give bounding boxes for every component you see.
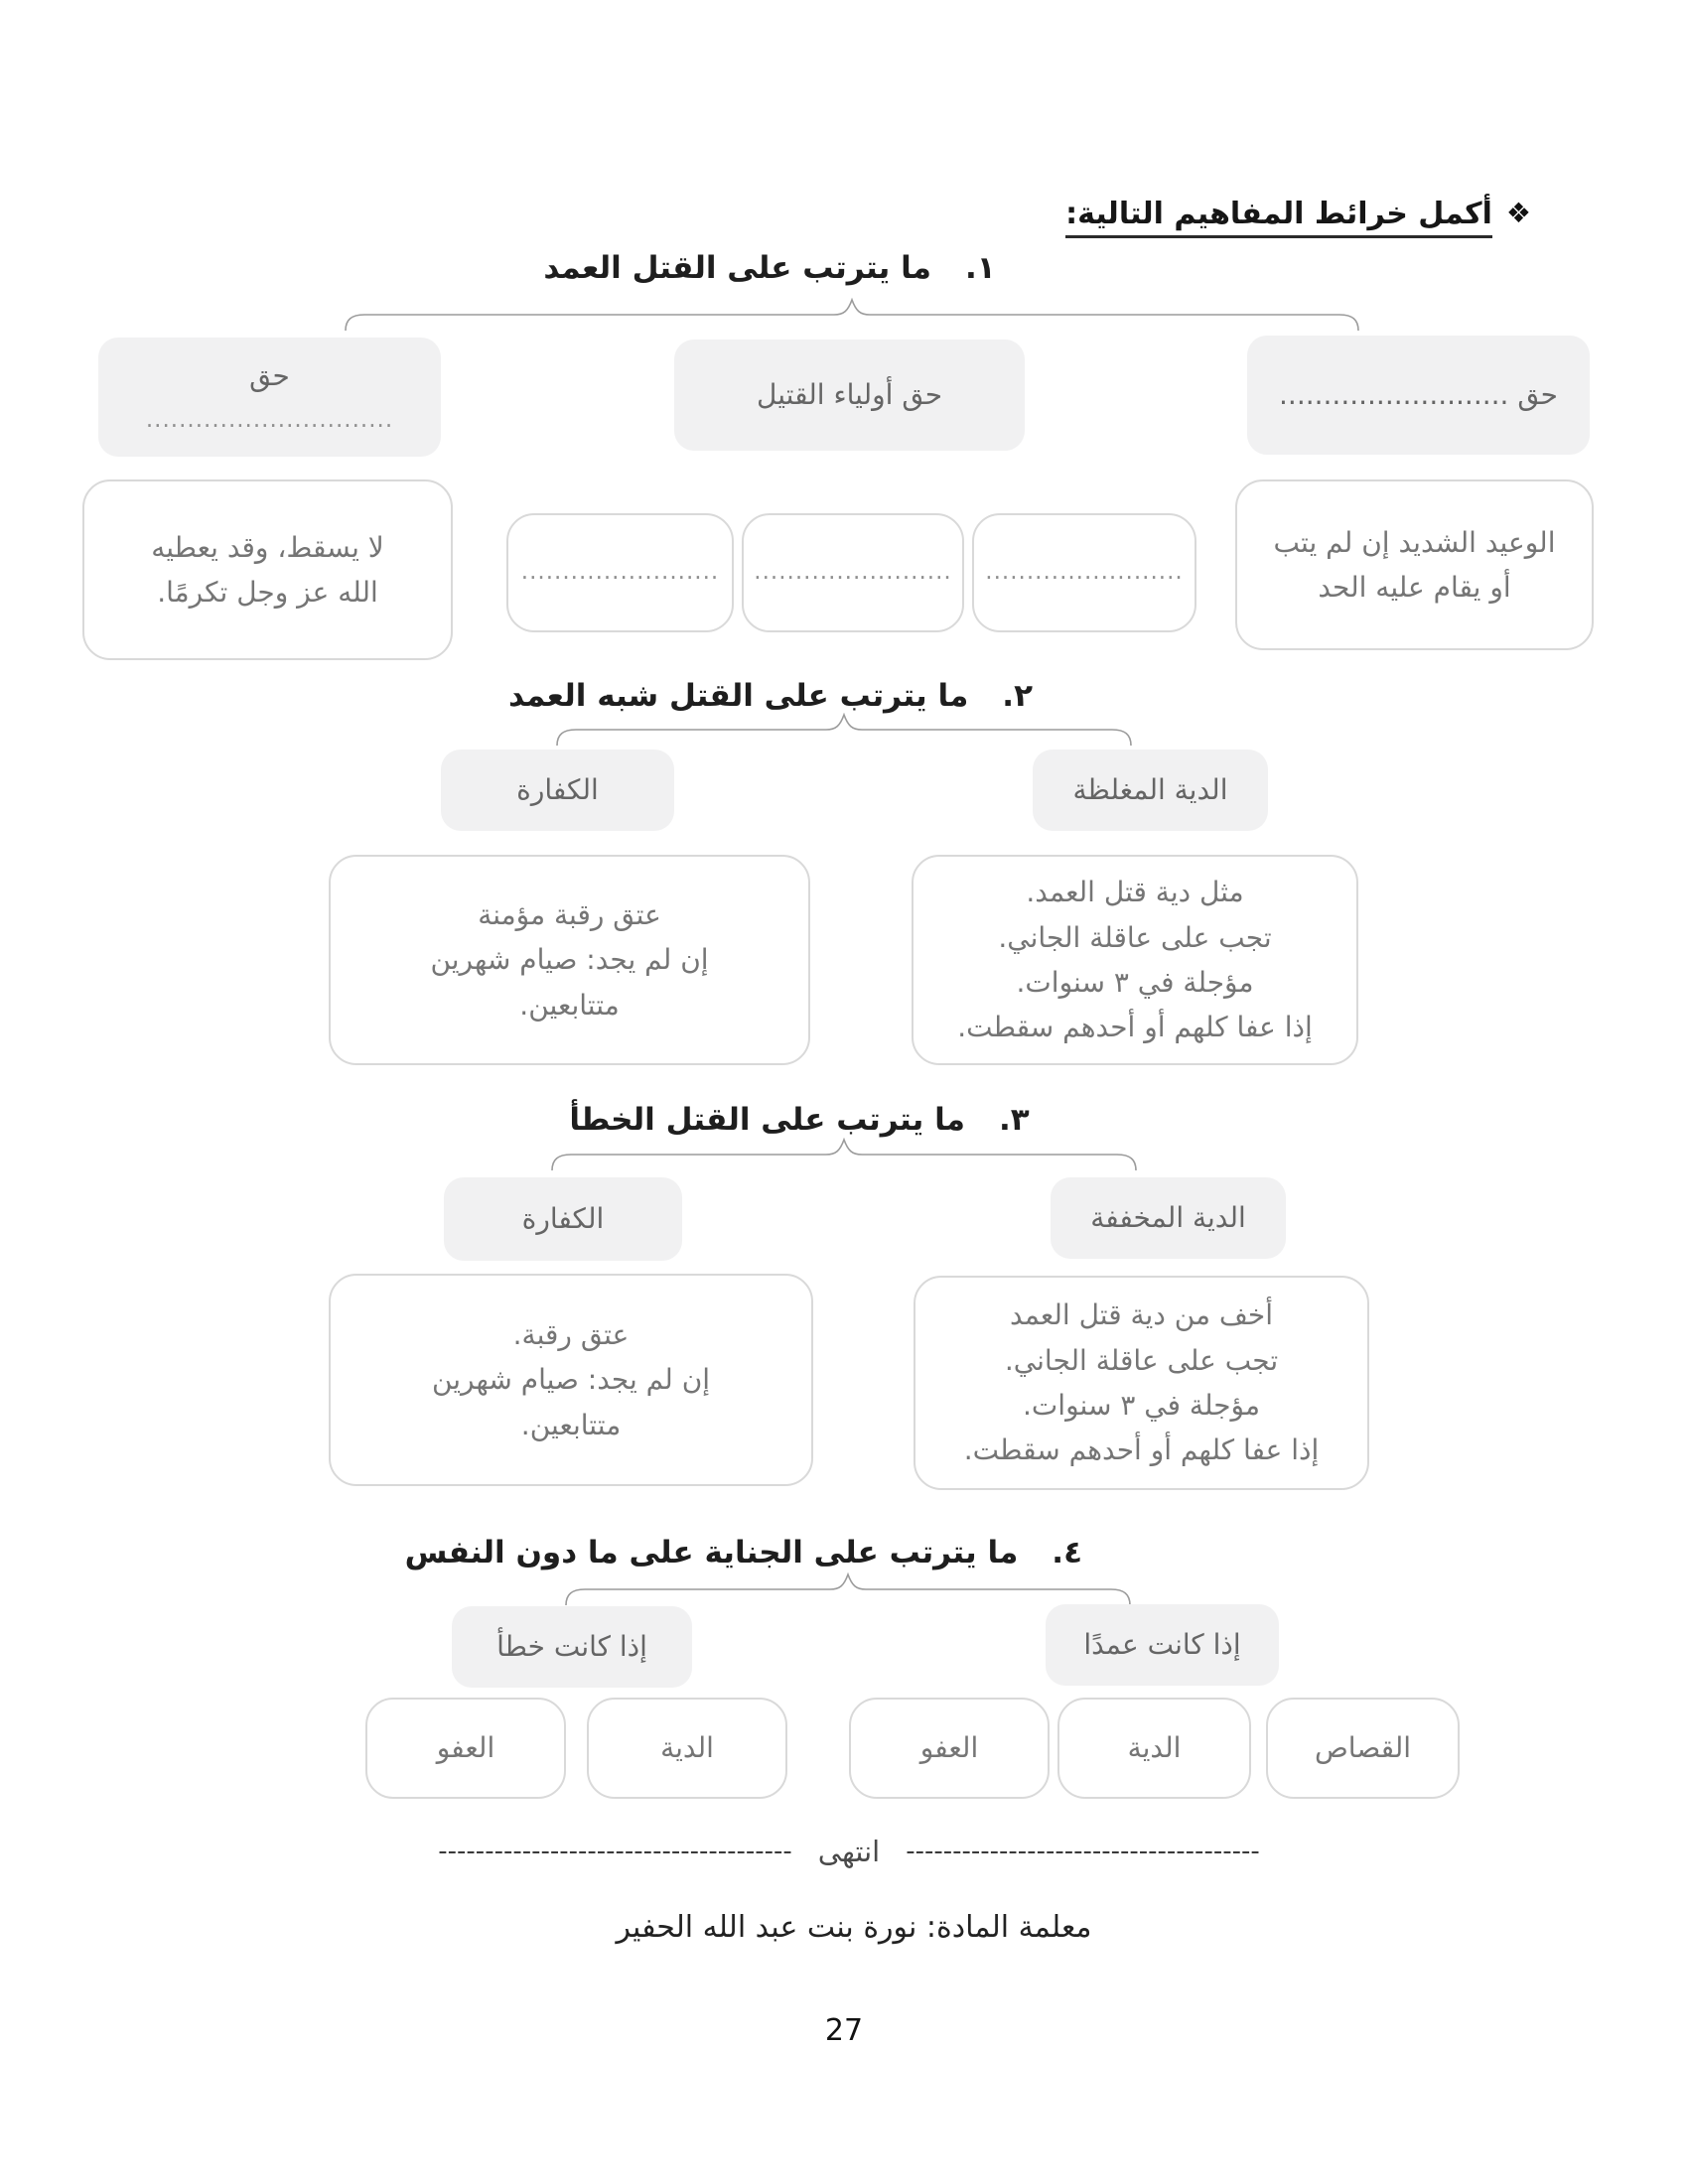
chip-label: حق xyxy=(249,358,290,392)
end-divider xyxy=(397,1835,1301,1868)
map1-chip-haq-blank xyxy=(98,338,441,457)
card-line: أو يقام عليه الحد xyxy=(1318,571,1511,604)
blank-dotted-line: .............................. xyxy=(145,407,394,434)
card-line: تجب على عاقلة الجاني. xyxy=(1004,1343,1279,1377)
map4-number: ٤. xyxy=(1052,1535,1082,1570)
map1-title xyxy=(521,250,1018,287)
card-line: عتق رقبة. xyxy=(512,1317,630,1351)
end-label: انتهى xyxy=(817,1835,881,1868)
card-line: متتابعين. xyxy=(519,988,620,1022)
blank-dotted-line: ........................ xyxy=(985,559,1184,586)
card-line: متتابعين. xyxy=(520,1408,622,1441)
card-line: تجب على عاقلة الجاني. xyxy=(998,920,1272,954)
card-line: أخف من دية قتل العمد xyxy=(1010,1298,1274,1332)
map3-card-diya xyxy=(914,1276,1369,1490)
map4-outcome-diya-amd xyxy=(1057,1698,1251,1799)
chip-label: حق أولياء القتيل xyxy=(756,377,943,411)
map1-blank-card-2 xyxy=(742,513,964,632)
card-line: لا يسقط، وقد يعطيه xyxy=(151,530,384,564)
map3-chip-kaffara xyxy=(444,1177,682,1261)
chip-label: حق .......................... xyxy=(1279,377,1558,411)
header xyxy=(1065,197,1531,238)
map1-chip-haq-right-blank xyxy=(1247,336,1590,455)
page-number: 27 xyxy=(824,2013,864,2048)
card-line: إن لم يجد: صيام شهرين xyxy=(430,943,709,977)
map1-number: ١. xyxy=(964,250,996,286)
divider-dashes: -------------------------------------- xyxy=(438,1837,792,1866)
map4-outcome-qisas xyxy=(1266,1698,1460,1799)
map2-title xyxy=(507,678,1033,715)
map4-outcome-diya-khata xyxy=(587,1698,787,1799)
map1-blank-card-3 xyxy=(972,513,1196,632)
card-line: القصاص xyxy=(1314,1731,1412,1765)
card-line: مؤجلة في ٣ سنوات. xyxy=(1023,1389,1260,1422)
card-line: الله عز وجل تكرمًا. xyxy=(157,576,378,609)
map3-title xyxy=(551,1102,1048,1139)
curly-brace-icon xyxy=(565,1572,1131,1608)
map4-outcome-afw-amd xyxy=(849,1698,1050,1799)
divider-dashes: -------------------------------------- xyxy=(906,1837,1260,1866)
map4-title-text: ما يترتب على الجناية على ما دون النفس xyxy=(404,1535,1019,1570)
curly-brace-icon xyxy=(551,1138,1137,1173)
blank-dotted-line: ........................ xyxy=(754,559,952,586)
card-line: الدية xyxy=(660,1731,714,1765)
card-line: الدية xyxy=(1127,1731,1182,1765)
map3-title-text: ما يترتب على القتل الخطأ xyxy=(569,1102,965,1138)
chip-label: إذا كانت خطأ xyxy=(496,1629,647,1663)
map1-title-text: ما يترتب على القتل العمد xyxy=(543,250,931,286)
map2-title-text: ما يترتب على القتل شبه العمد xyxy=(507,678,969,714)
map1-card-right xyxy=(1235,479,1594,650)
card-line: العفو xyxy=(436,1731,495,1765)
map2-number: ٢. xyxy=(1002,678,1033,714)
map1-blank-card-1 xyxy=(506,513,734,632)
teacher-name: معلمة المادة: نورة بنت عبد الله الحفير xyxy=(616,1910,1092,1945)
card-line: إذا عفا كلهم أو أحدهم سقطت. xyxy=(963,1433,1320,1467)
chip-label: الكفارة xyxy=(516,772,599,806)
card-line: مؤجلة في ٣ سنوات. xyxy=(1016,966,1254,999)
map1-chip-haq-awliya xyxy=(674,340,1025,451)
card-line: العفو xyxy=(919,1731,979,1765)
chip-label: إذا كانت عمدًا xyxy=(1083,1627,1241,1661)
map4-title xyxy=(404,1535,1082,1571)
chip-label: الدية المخففة xyxy=(1090,1200,1246,1234)
diamond-bullet-icon: ❖ xyxy=(1505,197,1531,229)
blank-dotted-line: ........................ xyxy=(520,559,720,586)
map2-card-kaffara xyxy=(329,855,810,1065)
map2-card-diya xyxy=(912,855,1358,1065)
chip-label: الكفارة xyxy=(521,1201,605,1235)
map3-chip-diya-mukhaffafa xyxy=(1051,1177,1286,1259)
card-line: إذا عفا كلهم أو أحدهم سقطت. xyxy=(957,1011,1313,1044)
map4-chip-khata xyxy=(452,1606,692,1688)
card-line: مثل دية قتل العمد. xyxy=(1026,876,1244,909)
card-line: عتق رقبة مؤمنة xyxy=(478,897,661,931)
map3-card-kaffara xyxy=(329,1274,813,1486)
map2-chip-diya-mughallaza xyxy=(1033,750,1268,831)
curly-brace-icon xyxy=(556,713,1132,749)
card-line: إن لم يجد: صيام شهرين xyxy=(431,1363,711,1397)
map1-card-left xyxy=(82,479,453,660)
page-title: أكمل خرائط المفاهيم التالية: xyxy=(1065,197,1492,238)
chip-label: الدية المغلظة xyxy=(1072,772,1228,806)
curly-brace-icon xyxy=(345,298,1359,334)
map4-outcome-afw-khata xyxy=(365,1698,566,1799)
map2-chip-kaffara xyxy=(441,750,674,831)
card-line: الوعيد الشديد إن لم يتب xyxy=(1273,525,1556,559)
map4-chip-amd xyxy=(1046,1604,1279,1686)
map3-number: ٣. xyxy=(998,1102,1030,1138)
